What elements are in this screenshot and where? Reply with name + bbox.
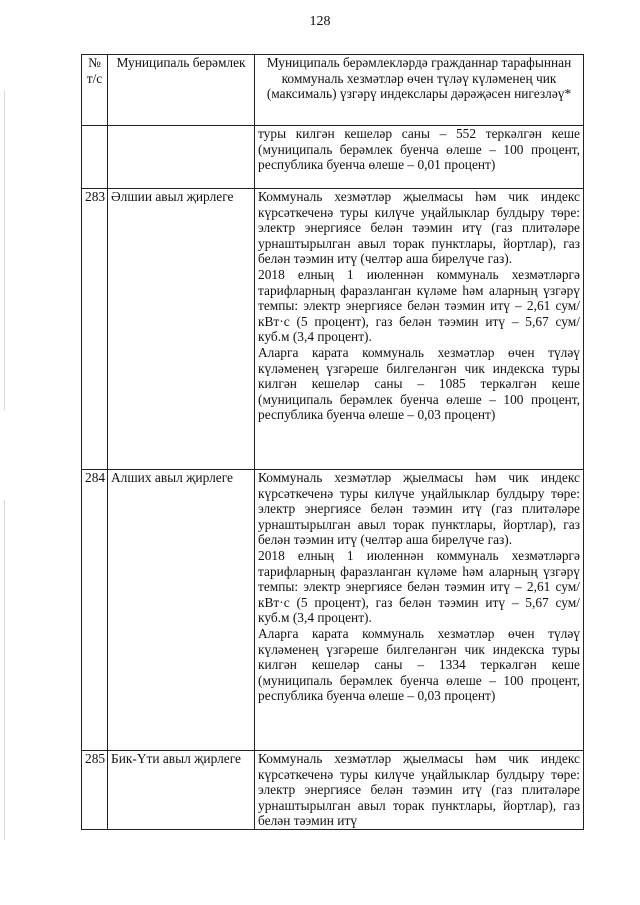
paragraph-tariffs: 2018 елның 1 июленнән коммуналь хезмәтләргә тарифларның фаразланган күләме һәм аларның үзгәрү темпы: электр энергиясе белән тәэмин итү – 2,61 сум/кВт·с (5 процент), газ белән тәэмин итү – 5,67 сум/куб.м (3,4 процент). (258, 266, 580, 345)
cell-description: туры килгән кешеләр саны – 552 теркәлгән кеше (муниципаль берәмлек буенча өлеше – 100 процент, республика буенча өлеше – 0,01 процент) (255, 126, 584, 189)
table-header-row (82, 55, 584, 126)
data-table (81, 54, 584, 830)
paragraph-population: Аларга карата коммуналь хезмәтләр өчен түләү күләменең үзгәреше билгеләнгән чик индекска туры килгән кешеләр саны – 1334 теркәлгән кеше (муниципаль берәмлек буенча өлеше – 100 процент, республика буенча өлеше – 0,03 процент) (258, 625, 580, 704)
cell-municipality: Алших авыл җирлеге (108, 470, 255, 751)
margin-mark (4, 500, 5, 840)
paragraph-tariffs: 2018 елның 1 июленнән коммуналь хезмәтләргә тарифларның фаразланган күләме һәм аларның үзгәрү темпы: электр энергиясе белән тәэмин итү – 2,61 сум/кВт·с (5 процент), газ белән тәэмин итү – 5,67 сум/куб.м (3,4 процент). (258, 547, 580, 626)
table-row (82, 470, 584, 751)
cell-description (255, 751, 584, 830)
table-row-continuation (82, 126, 584, 189)
cell-municipality: Бик-Үти авыл җирлеге (108, 751, 255, 830)
margin-mark (4, 90, 5, 410)
cell-municipality (108, 126, 255, 189)
paragraph-population: Аларга карата коммуналь хезмәтләр өчен түләү күләменең үзгәреше билгеләнгән чик индекска туры килгән кешеләр саны – 1085 теркәлгән кеше (муниципаль берәмлек буенча өлеше – 100 процент, республика буенча өлеше – 0,03 процент) (258, 344, 580, 423)
paragraph-amenities: Коммуналь хезмәтләр җыелмасы һәм чик индекс күрсәткеченә туры килүче уңайлыклар булдыру төре: электр энергиясе белән тәэмин итү (газ плитәләре урнаштырылган авыл торак пунктлары, йортлар), газ белән тәэмин итү (челтәр аша бирелүче газ). (258, 470, 580, 548)
header-num: № т/с (82, 55, 108, 126)
table-row (82, 189, 584, 470)
paragraph-amenities: Коммуналь хезмәтләр җыелмасы һәм чик индекс күрсәткеченә туры килүче уңайлыклар булдыру төре: электр энергиясе белән тәэмин итү (газ плитәләре урнаштырылган авыл торак пунктлары, йортлар), газ белән тәэмин итү (258, 751, 580, 829)
cell-num: 283 (82, 189, 108, 470)
header-municipality: Муниципаль берәмлек (108, 55, 255, 126)
header-description: Муниципаль берәмлекләрдә гражданнар тарафыннан коммуналь хезмәтләр өчен түләү күләменең чик (максималь) үзгәрү индекслары дәрәҗәсен нигезләү* (255, 55, 584, 126)
cell-description (255, 470, 584, 751)
table-row (82, 751, 584, 830)
paragraph-amenities: Коммуналь хезмәтләр җыелмасы һәм чик индекс күрсәткеченә туры килүче уңайлыклар булдыру төре: электр энергиясе белән тәэмин итү (газ плитәләре урнаштырылган авыл торак пунктлары, йортлар), газ белән тәэмин итү (челтәр аша бирелүче газ). (258, 189, 580, 267)
cell-num: 284 (82, 470, 108, 751)
page-number: 128 (309, 14, 331, 29)
cell-municipality: Әлшии авыл җирлеге (108, 189, 255, 470)
cell-num: 285 (82, 751, 108, 830)
cell-description (255, 189, 584, 470)
cell-num (82, 126, 108, 189)
